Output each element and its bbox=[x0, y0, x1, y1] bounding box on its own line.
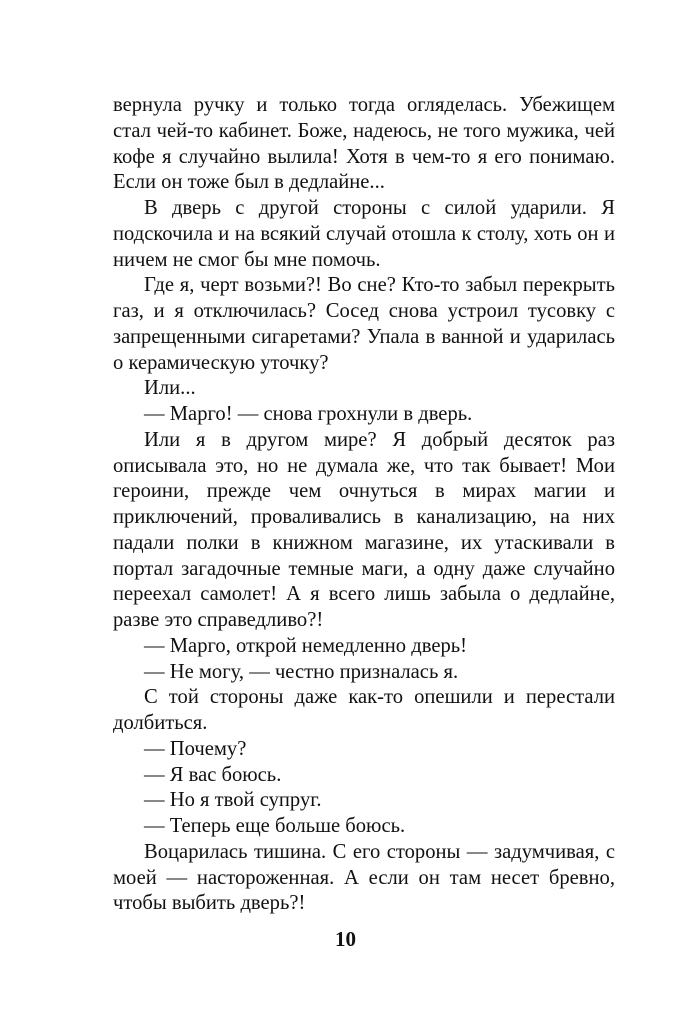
dialogue-line: — Почему? bbox=[144, 737, 247, 760]
paragraph: В дверь с другой стороны с силой ударили. Я подскочила и на всякий случай отошла к столу, хоть он и ничем не смог бы мне помочь. bbox=[113, 197, 615, 271]
page-number: 10 bbox=[335, 927, 356, 951]
dialogue-line: — Я вас боюсь. bbox=[144, 763, 282, 786]
paragraph: Или я в другом мире? Я добрый десяток раз описывала это, но не думала же, что так бывает! Мои героини, прежде чем очнуться в мирах магии и приключений, проваливались в канализацию, на них падали полки в книжном магазине, их утаскивали в портал загадочные темные маги, а одну даже случайно переехал самолет! А я всего лишь забыла о дедлайне, разве это справедливо?! bbox=[113, 428, 615, 631]
dialogue-line: — Марго! — снова грохнули в дверь. bbox=[144, 403, 473, 425]
dialogue-line: — Марго, открой немедленно дверь! bbox=[144, 634, 468, 657]
paragraph-continuation: вернула ручку и только тогда огляделась. Убежищем стал чей-то кабинет. Боже, надеюсь, не того мужика, чей кофе я случайно вылила! Хотя в чем-то я его понимаю. Если он тоже был в дедлайне... bbox=[113, 94, 615, 194]
dialogue-line: — Не могу, — честно призналась я. bbox=[144, 660, 459, 683]
paragraph: Где я, черт возьми?! Во сне? Кто-то забыл перекрыть газ, и я отключилась? Сосед снова устроил тусовку с запрещенными сигаретами? Упала в ванной и ударилась о керамическую уточку? bbox=[113, 274, 615, 374]
dialogue-line: — Теперь еще больше боюсь. bbox=[144, 815, 406, 837]
paragraph: С той стороны даже как-то опешили и перестали долбиться. bbox=[113, 686, 615, 734]
book-page-text bbox=[113, 93, 615, 917]
paragraph: Или... bbox=[144, 377, 196, 400]
paragraph: Воцарилась тишина. С его стороны — задумчивая, с моей — настороженная. А если он там несет бревно, чтобы выбить дверь?! bbox=[113, 840, 615, 915]
dialogue-line: — Но я твой супруг. bbox=[144, 789, 322, 812]
